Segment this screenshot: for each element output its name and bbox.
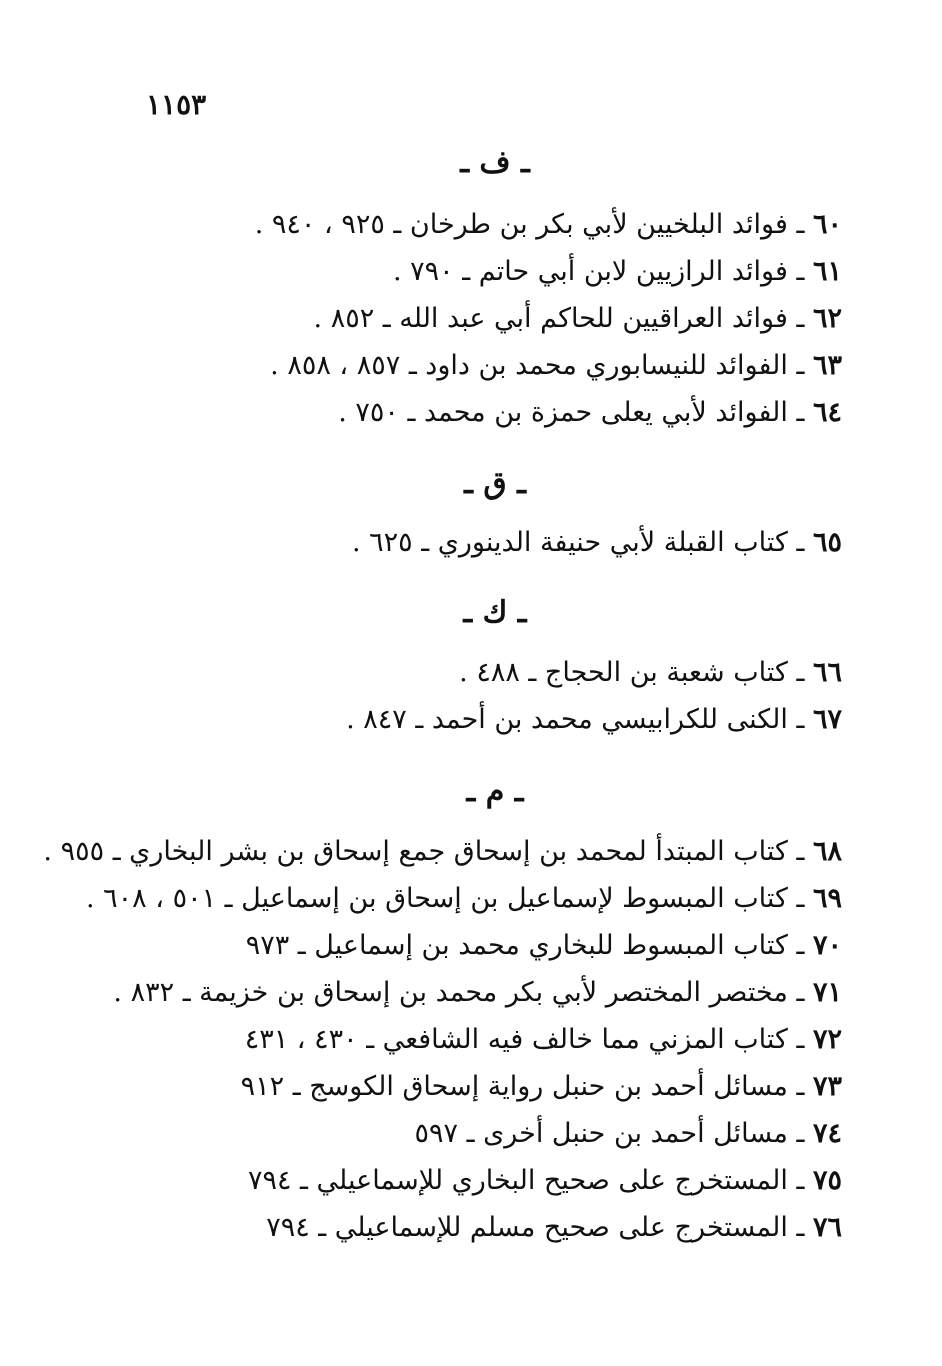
entry-number: ٦٥ [812,527,842,558]
list-item [415,1117,842,1151]
entry-text: ـ كتاب المزني مما خالف فيه الشافعي ـ ٤٣٠ ، ٤٣١ [244,1024,805,1055]
list-item [86,882,842,916]
entry-text: ـ الفوائد لأبي يعلى حمزة بن محمد ـ ٧٥٠ . [338,397,805,428]
entry-number: ٦٦ [812,657,842,688]
entry-number: ٦٩ [812,883,842,914]
entry-text: ـ فوائد البلخيين لأبي بكر بن طرخان ـ ٩٢٥ ، ٩٤٠ . [254,209,805,240]
entry-text: ـ فوائد العراقيين للحاكم أبي عبد الله ـ ٨٥٢ . [313,303,805,334]
list-item [338,396,842,430]
list-item [248,1164,842,1198]
entry-number: ٦٤ [812,397,842,428]
entry-number: ٧١ [812,977,842,1008]
list-item [459,656,842,690]
list-item [352,526,842,560]
entry-number: ٧٦ [812,1212,842,1243]
section-heading-mim: ـ م ـ [466,774,524,809]
entry-number: ٧٥ [812,1165,842,1196]
entry-number: ٦٢ [812,303,842,334]
entry-text: ـ كتاب شعبة بن الحجاج ـ ٤٨٨ . [459,657,805,688]
section-heading-fa: ـ ف ـ [460,145,530,180]
list-item [241,1070,842,1104]
entry-text: ـ كتاب المبسوط لإسماعيل بن إسحاق بن إسماعيل ـ ٥٠١ ، ٦٠٨ . [86,883,805,914]
entry-text: ـ المستخرج على صحيح البخاري للإسماعيلي ـ ٧٩٤ [247,1165,805,1196]
entry-text: ـ كتاب المبتدأ لمحمد بن إسحاق جمع إسحاق بن بشر البخاري ـ ٩٥٥ . [43,836,805,867]
entry-text: ـ كتاب المبسوط للبخاري محمد بن إسماعيل ـ ٩٧٣ [245,930,805,961]
list-item [255,208,842,242]
list-item [266,1211,842,1245]
entry-number: ٧٤ [812,1118,842,1149]
entry-number: ٧٢ [812,1024,842,1055]
entry-number: ٧٠ [812,930,842,961]
section-heading-qaf: ـ ق ـ [464,466,526,501]
list-item [270,349,842,383]
list-item [314,302,842,336]
entry-number: ٦٨ [812,836,842,867]
list-item [113,976,842,1010]
entry-number: ٦٣ [812,350,842,381]
entry-text: ـ مسائل أحمد بن حنبل أخرى ـ ٥٩٧ [414,1118,805,1149]
entry-text: ـ الفوائد للنيسابوري محمد بن داود ـ ٨٥٧ ، ٨٥٨ . [270,350,805,381]
page-number: ١١٥٣ [146,88,207,121]
entry-number: ٦٠ [812,209,842,240]
entry-number: ٧٣ [812,1071,842,1102]
list-item [246,929,842,963]
list-item [393,255,842,289]
entry-text: ـ مسائل أحمد بن حنبل رواية إسحاق الكوسج ـ ٩١٢ [240,1071,805,1102]
entry-text: ـ كتاب القبلة لأبي حنيفة الدينوري ـ ٦٢٥ . [351,527,805,558]
entry-number: ٦١ [812,256,842,287]
entry-text: ـ المستخرج على صحيح مسلم للإسماعيلي ـ ٧٩٤ [266,1212,805,1243]
list-item [346,703,842,737]
entry-text: ـ الكنى للكرابيسي محمد بن أحمد ـ ٨٤٧ . [346,704,805,735]
entry-number: ٦٧ [812,704,842,735]
list-item [43,835,842,869]
entry-text: ـ فوائد الرازيين لابن أبي حاتم ـ ٧٩٠ . [392,256,805,287]
section-heading-kaf: ـ ك ـ [463,595,527,630]
entry-text: ـ مختصر المختصر لأبي بكر محمد بن إسحاق بن خزيمة ـ ٨٣٢ . [113,977,805,1008]
list-item [245,1023,842,1057]
